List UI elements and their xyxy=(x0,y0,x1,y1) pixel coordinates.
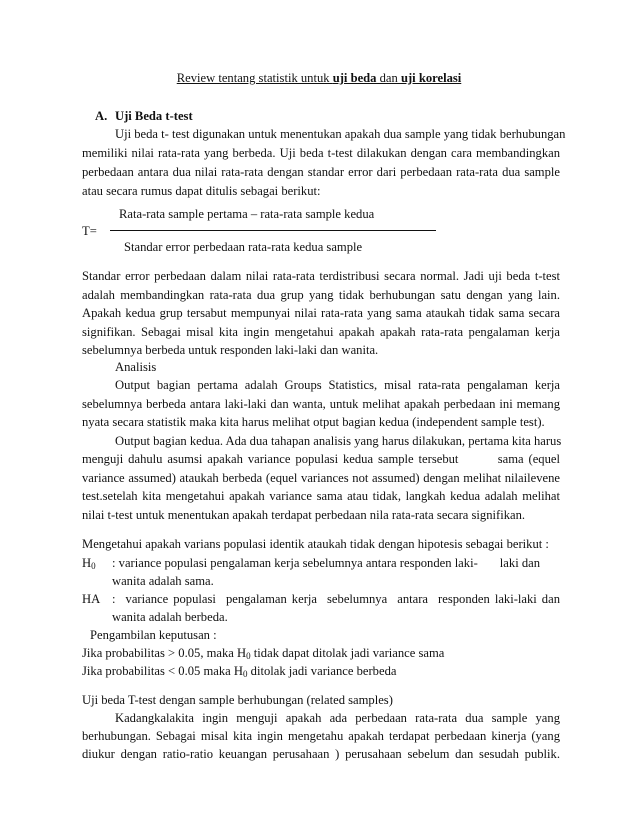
para1-line: Uji beda t- test digunakan untuk menentukan apakah dua sample yang tidak berhubungan xyxy=(115,127,566,141)
title-mid: dan xyxy=(376,71,401,85)
title-term-uji-beda: uji beda xyxy=(332,71,377,85)
para4-line: nilai t-test untuk menentukan apakah terdapat perbedaan nila rata-rata secara signifikan. xyxy=(82,508,526,522)
h0-letter: H xyxy=(82,556,92,570)
para3-line: nyata secara statistik maka kita harus melihat otput bagian kedua (independent sample test). xyxy=(82,415,545,429)
rule2-suffix: ditolak jadi variance berbeda xyxy=(247,664,397,678)
formula-fraction-line xyxy=(110,230,436,231)
related-heading: Uji beda T-test dengan sample berhubungan (related samples) xyxy=(82,693,393,707)
ha-label: HA xyxy=(82,592,101,606)
para2-line: adalah membandingkan rata-rata dua grup yang tidak berhubungan satu dengan yang lain. xyxy=(82,288,560,302)
para1-line: atau secara rumus dapat ditulis sebagai berikut: xyxy=(82,184,321,198)
h0-subscript: 0 xyxy=(91,561,96,571)
para1-line: perbedaan antara dua nilai rata-rata dengan standar error dari perbedaan rata-rata dua sample xyxy=(82,165,560,179)
rule1-suffix: tidak dapat ditolak jadi variance sama xyxy=(250,646,445,660)
title-prefix: Review tentang statistik untuk xyxy=(176,71,333,85)
para3-line: sebelumnya berbeda antara laki-laki dan wanta, untuk melihat apakah perbedaan ini memang xyxy=(82,397,560,411)
decision-heading: Pengambilan keputusan : xyxy=(90,628,217,642)
related-line: berhubungan. Sebagai misal kita ingin mengetahu apakah terdapat perbedaan kinerja (yang xyxy=(82,729,560,743)
formula-denominator: Standar error perbedaan rata-rata kedua sample xyxy=(124,240,363,254)
para4-line: menguji dahulu asumsi apakah variance populasi kedua sample tersebut sama (equel xyxy=(82,452,560,466)
para2-line: sebelumnya berbeda untuk responden laki-laki dan wanita. xyxy=(82,343,379,357)
h0-label xyxy=(82,556,96,571)
para4-line: Output bagian kedua. Ada dua tahapan analisis yang harus dilakukan, pertama kita harus xyxy=(115,434,562,448)
formula-numerator: Rata-rata sample pertama – rata-rata sample kedua xyxy=(119,207,375,221)
para1-line: memiliki nilai rata-rata yang berbeda. Uji beda t-test dilakukan dengan cara membandingkan xyxy=(82,146,560,160)
ha-line: : variance populasi pengalaman kerja sebelumnya antara responden laki-laki dan xyxy=(112,592,560,606)
page-title xyxy=(0,71,638,86)
section-a-heading: Uji Beda t-test xyxy=(115,109,193,123)
decision-rule-1 xyxy=(82,646,444,661)
rule2-subscript: 0 xyxy=(243,669,248,679)
para2-line: signifikan. Sebagai misal kita ingin mengetahui apakah apakah rata-rata pengalaman kerja xyxy=(82,325,560,339)
related-line: Kadangkalakita ingin menguji apakah ada perbedaan rata-rata dua sample yang xyxy=(115,711,560,725)
rule1-subscript: 0 xyxy=(246,651,251,661)
para4-line: variance assumed) ataukah berbeda (equel variances not assumed) dengan melihat nilailevene xyxy=(82,471,560,485)
formula-lhs: T= xyxy=(82,224,97,238)
h0-line: : variance populasi pengalaman kerja sebelumnya antara responden laki- laki dan xyxy=(112,556,541,570)
para2-line: Apakah kedua grup tersabut mempunyai nilai rata-rata yang sama ataukah tidak sama secara xyxy=(82,306,560,320)
analisis-label: Analisis xyxy=(115,360,157,374)
hypothesis-intro: Mengetahui apakah varians populasi identik ataukah tidak dengan hipotesis sebagai berikut : xyxy=(82,537,549,551)
section-a-number: A. xyxy=(95,109,108,123)
para2-line: Standar error perbedaan dalam nilai rata-rata terdistribusi secara normal. Jadi uji beda t-test xyxy=(82,269,560,283)
para4-line: test.setelah kita mengetahui apakah variance sama atau tidak, langkah kedua adalah melihat xyxy=(82,489,560,503)
h0-line: wanita adalah sama. xyxy=(112,574,214,588)
related-line: diukur dengan ratio-ratio keuangan perusahaan ) perusahaan sebelum dan sesudah publik. xyxy=(82,747,560,761)
decision-rule-2 xyxy=(82,664,396,679)
para3-line: Output bagian pertama adalah Groups Statistics, misal rata-rata pengalaman kerja xyxy=(115,378,560,392)
ha-line: wanita adalah berbeda. xyxy=(112,610,228,624)
rule2-prefix: Jika probabilitas < 0.05 maka H xyxy=(82,664,243,678)
rule1-prefix: Jika probabilitas > 0.05, maka H xyxy=(82,646,247,660)
title-term-uji-korelasi: uji korelasi xyxy=(400,71,462,85)
